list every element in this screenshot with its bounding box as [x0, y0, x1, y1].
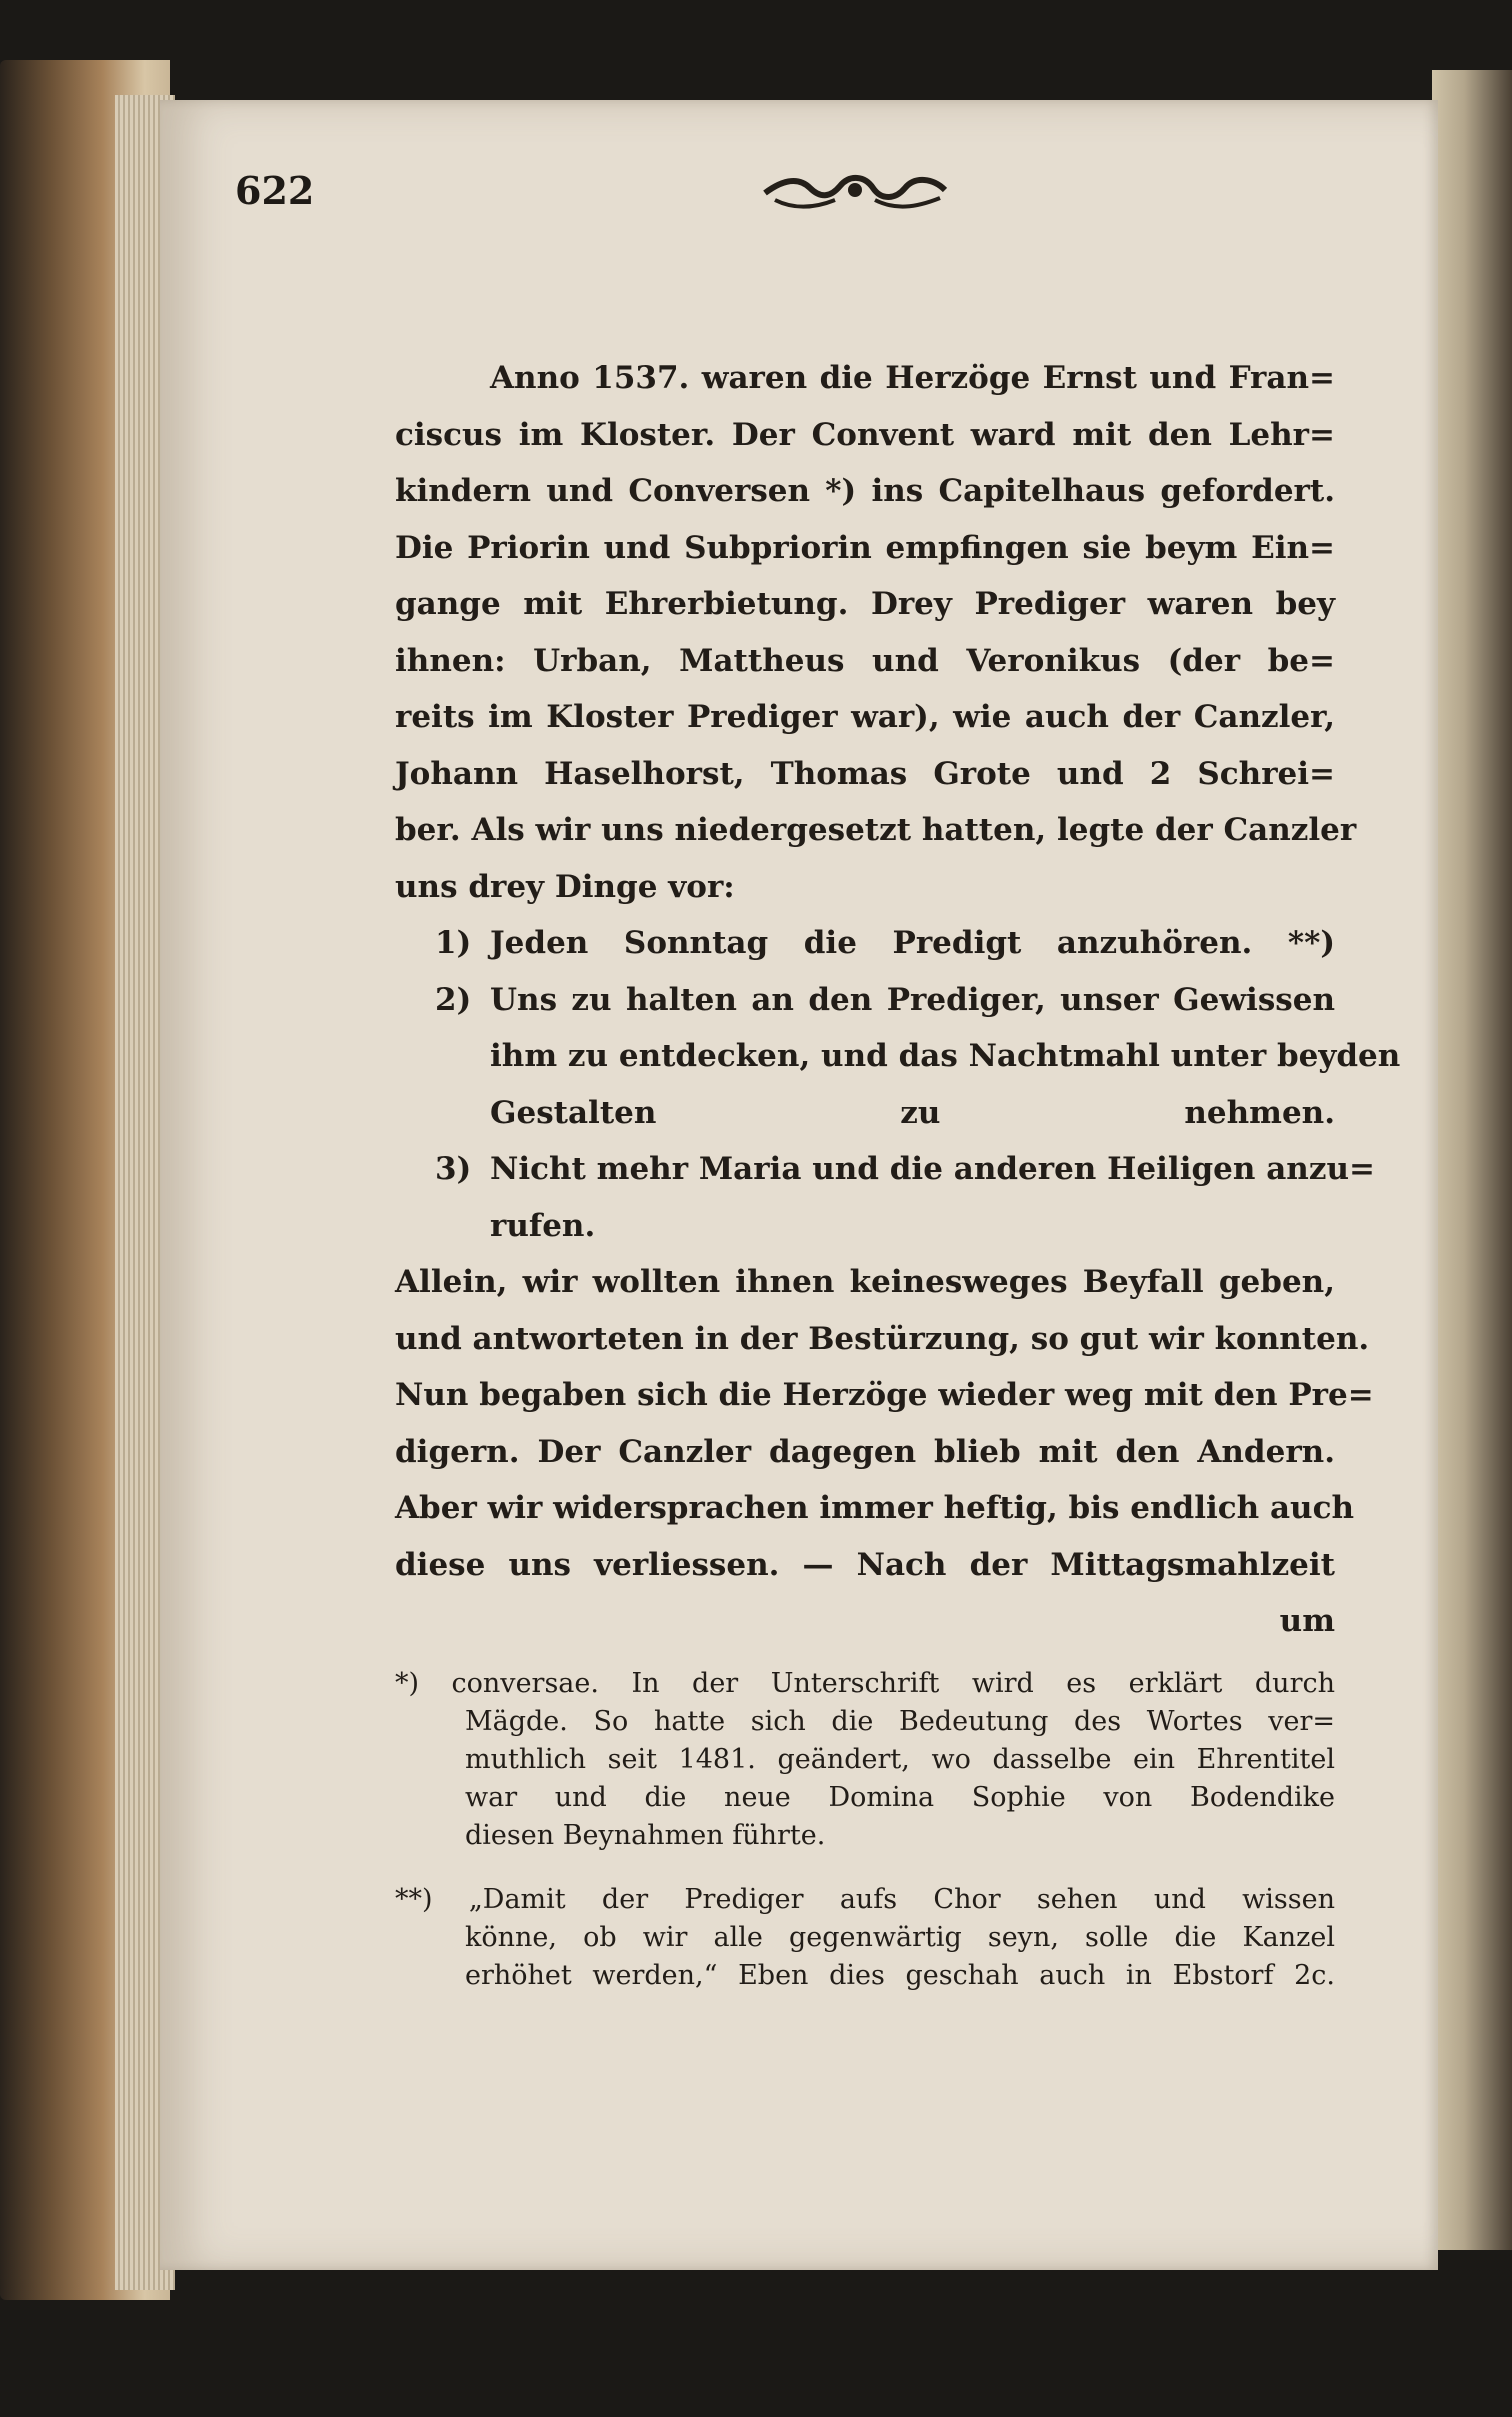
text-line: gange mit Ehrerbietung. Drey Prediger waren bey — [395, 586, 1335, 622]
footnote-line: könne, ob wir alle gegenwärtig seyn, solle die Kanzel — [465, 1922, 1335, 1953]
list-item: 1) Jeden Sonntag die Predigt anzuhören. **) — [435, 925, 1335, 961]
text-line: Allein, wir wollten ihnen keinesweges Beyfall geben, — [395, 1264, 1335, 1300]
list-item-continuation: rufen. — [490, 1207, 596, 1244]
footnote-line: **) „Damit der Prediger aufs Chor sehen und wissen — [395, 1884, 1335, 1915]
text-line: kindern und Conversen *) ins Capitelhaus gefordert. — [395, 473, 1335, 509]
book-right-edge — [1432, 70, 1512, 2250]
text-line: uns drey Dinge vor: — [395, 868, 735, 905]
list-item-continuation: ihm zu entdecken, und das Nachtmahl unter beyden — [490, 1038, 1401, 1074]
ornament-icon — [755, 158, 955, 228]
footnote-line: *) conversae. In der Unterschrift wird es erklärt durch — [395, 1668, 1335, 1699]
list-item: 2) Uns zu halten an den Prediger, unser Gewissen — [435, 981, 1335, 1018]
text-line: digern. Der Canzler dagegen blieb mit den Andern. — [395, 1433, 1335, 1470]
list-item: 3) Nicht mehr Maria und die anderen Heiligen anzu= — [435, 1151, 1375, 1187]
footnote-line: muthlich seit 1481. geändert, wo dasselbe ein Ehrentitel — [465, 1744, 1335, 1775]
footnote-line: Mägde. So hatte sich die Bedeutung des Wortes ver= — [465, 1706, 1335, 1737]
text-line: ihnen: Urban, Mattheus und Veronikus (der be= — [395, 642, 1335, 679]
text-line: Anno 1537. waren die Herzöge Ernst und Fran= — [490, 360, 1335, 396]
text-line: diese uns verliessen. — Nach der Mittagsmahlzeit — [395, 1546, 1335, 1583]
text-line: Nun begaben sich die Herzöge wieder weg mit den Pre= — [395, 1377, 1374, 1413]
footnote-line: diesen Beynahmen führte. — [465, 1820, 826, 1851]
page-header — [235, 158, 1235, 248]
text-line: ber. Als wir uns niedergesetzt hatten, legte der Canzler — [395, 812, 1357, 848]
text-line: Johann Haselhorst, Thomas Grote und 2 Schrei= — [395, 755, 1335, 792]
footnotes — [395, 1665, 1335, 1995]
footnote-line: erhöhet werden,“ Eben dies geschah auch in Ebstorf 2c. — [465, 1960, 1335, 1991]
page-number: 622 — [235, 168, 315, 213]
footnote-line: war und die neue Domina Sophie von Bodendike — [465, 1782, 1335, 1813]
text-line: und antworteten in der Bestürzung, so gut wir konnten. — [395, 1320, 1370, 1357]
list-item-continuation: Gestalten zu nehmen. — [490, 1094, 1335, 1131]
text-line: Die Priorin und Subpriorin empfingen sie beym Ein= — [395, 529, 1335, 566]
catchword: um — [1279, 1603, 1335, 1639]
text-line: reits im Kloster Prediger war), wie auch der Canzler, — [395, 699, 1335, 735]
text-line: Aber wir widersprachen immer heftig, bis endlich auch — [395, 1490, 1354, 1526]
main-text — [395, 350, 1401, 1650]
text-line: ciscus im Kloster. Der Convent ward mit den Lehr= — [395, 416, 1335, 453]
